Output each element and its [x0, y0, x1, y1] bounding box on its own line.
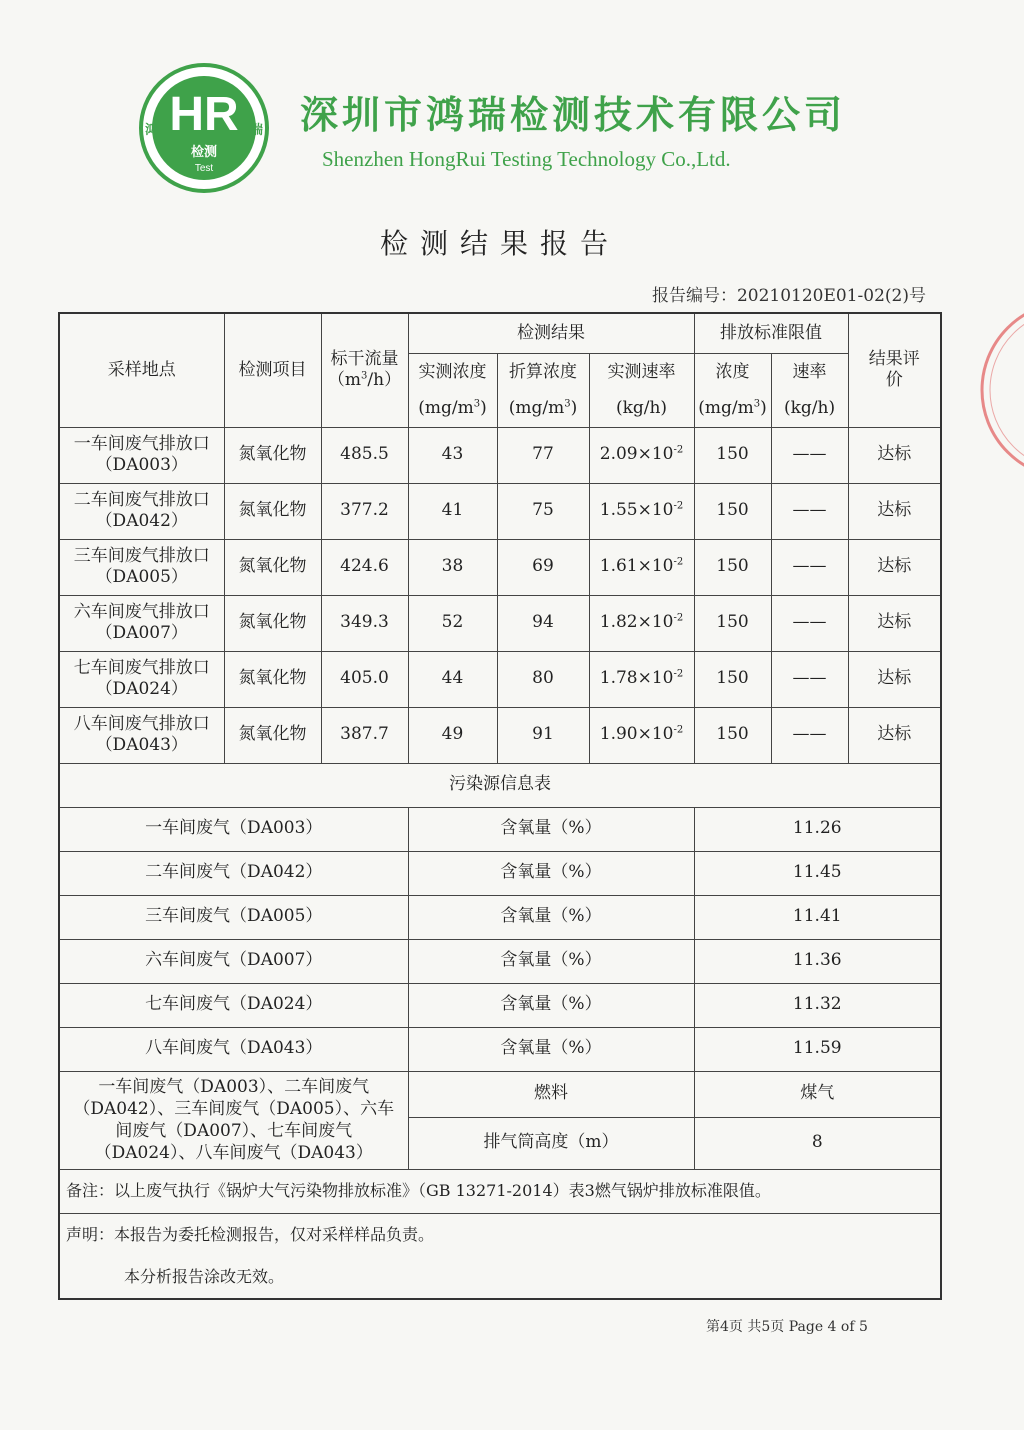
row-limit-conc: 150	[694, 707, 771, 763]
row-location: 八车间废气排放口 （DA043）	[59, 707, 224, 763]
report-number: 报告编号：20210120E01-02(2)号	[651, 286, 926, 306]
row-converted-conc: 77	[497, 427, 589, 483]
oxygen-source: 六车间废气（DA007）	[59, 939, 408, 983]
row-measured-rate: $1.82\times 10^{-2}$	[589, 595, 694, 651]
row-limit-conc: 150	[694, 539, 771, 595]
row-flow: 485.5	[321, 427, 408, 483]
row-flow: 387.7	[321, 707, 408, 763]
row-item: 氮氧化物	[224, 539, 321, 595]
unit-conc: $(mg/m^3)$	[694, 391, 771, 427]
unit-conc: $(mg/m^3)$	[497, 391, 589, 427]
unit-rate: (kg/h)	[589, 391, 694, 427]
row-eval: 达标	[848, 595, 941, 651]
statement: 声明：本报告为委托检测报告，仅对采样样品负责。 本分析报告涂改无效。	[59, 1213, 941, 1299]
oxygen-source: 八车间废气（DA043）	[59, 1027, 408, 1071]
row-measured-rate: $1.78\times 10^{-2}$	[589, 651, 694, 707]
row-limit-rate: ——	[771, 595, 848, 651]
unit-rate: (kg/h)	[771, 391, 848, 427]
row-measured-rate: $2.09\times 10^{-2}$	[589, 427, 694, 483]
header-converted-conc: 折算浓度	[497, 353, 589, 391]
stack-height-value: 8	[694, 1117, 941, 1169]
row-measured-conc: 41	[408, 483, 497, 539]
oxygen-value: 11.32	[694, 983, 941, 1027]
oxygen-param: 含氧量（%）	[408, 851, 694, 895]
row-item: 氮氧化物	[224, 595, 321, 651]
row-measured-rate: $1.90\times 10^{-2}$	[589, 707, 694, 763]
row-location: 三车间废气排放口 （DA005）	[59, 539, 224, 595]
stack-height-label: 排气筒高度（m）	[408, 1117, 694, 1169]
oxygen-row	[59, 939, 941, 983]
oxygen-value: 11.45	[694, 851, 941, 895]
logo-right-char: 瑞	[250, 123, 264, 138]
row-limit-rate: ——	[771, 539, 848, 595]
oxygen-value: 11.59	[694, 1027, 941, 1071]
row-limit-rate: ——	[771, 483, 848, 539]
oxygen-row	[59, 851, 941, 895]
oxygen-row	[59, 983, 941, 1027]
table-row	[59, 427, 941, 483]
company-logo	[138, 62, 270, 194]
oxygen-row	[59, 807, 941, 851]
row-converted-conc: 69	[497, 539, 589, 595]
table-row	[59, 707, 941, 763]
row-eval: 达标	[848, 707, 941, 763]
row-measured-conc: 44	[408, 651, 497, 707]
row-measured-conc: 43	[408, 427, 497, 483]
row-eval: 达标	[848, 427, 941, 483]
header-flow: 标干流量 $(m^3/h)$	[321, 313, 408, 427]
header-limits: 排放标准限值	[694, 313, 848, 353]
row-limit-rate: ——	[771, 707, 848, 763]
row-measured-rate: $1.55\times 10^{-2}$	[589, 483, 694, 539]
header-location: 采样地点	[59, 313, 224, 427]
row-measured-conc: 52	[408, 595, 497, 651]
row-converted-conc: 75	[497, 483, 589, 539]
logo-middle: 检测	[190, 145, 218, 160]
row-location: 七车间废气排放口 （DA024）	[59, 651, 224, 707]
header-measured-conc: 实测浓度	[408, 353, 497, 391]
fuel-value: 煤气	[694, 1071, 941, 1117]
row-limit-rate: ——	[771, 651, 848, 707]
oxygen-param: 含氧量（%）	[408, 983, 694, 1027]
unit-conc: $(mg/m^3)$	[408, 391, 497, 427]
oxygen-value: 11.36	[694, 939, 941, 983]
row-eval: 达标	[848, 539, 941, 595]
row-measured-conc: 49	[408, 707, 497, 763]
row-item: 氮氧化物	[224, 651, 321, 707]
page-number: 第4页 共5页 Page 4 of 5	[706, 1319, 868, 1335]
row-measured-rate: $1.61\times 10^{-2}$	[589, 539, 694, 595]
oxygen-param: 含氧量（%）	[408, 895, 694, 939]
row-location: 一车间废气排放口 （DA003）	[59, 427, 224, 483]
row-location: 二车间废气排放口 （DA042）	[59, 483, 224, 539]
row-converted-conc: 80	[497, 651, 589, 707]
logo-bottom: Test	[194, 163, 214, 174]
oxygen-value: 11.41	[694, 895, 941, 939]
results-table	[58, 312, 942, 1300]
row-limit-conc: 150	[694, 651, 771, 707]
oxygen-source: 一车间废气（DA003）	[59, 807, 408, 851]
table-row	[59, 595, 941, 651]
header-measured-rate: 实测速率	[589, 353, 694, 391]
row-item: 氮氧化物	[224, 483, 321, 539]
table-row	[59, 483, 941, 539]
header-limit-conc: 浓度	[694, 353, 771, 391]
row-eval: 达标	[848, 483, 941, 539]
row-location: 六车间废气排放口 （DA007）	[59, 595, 224, 651]
combined-sources: 一车间废气（DA003）、二车间废气（DA042）、三车间废气（DA005）、六车间废气（DA007）、七车间废气（DA024）、八车间废气（DA043）	[59, 1071, 408, 1169]
oxygen-source: 二车间废气（DA042）	[59, 851, 408, 895]
row-measured-conc: 38	[408, 539, 497, 595]
row-flow: 405.0	[321, 651, 408, 707]
header-limit-rate: 速率	[771, 353, 848, 391]
red-stamp-icon	[960, 300, 1024, 480]
company-name-cn: 深圳市鸿瑞检测技术有限公司	[300, 92, 847, 137]
oxygen-source: 三车间废气（DA005）	[59, 895, 408, 939]
remark: 备注：以上废气执行《锅炉大气污染物排放标准》（GB 13271-2014）表3燃气锅炉排放标准限值。	[59, 1169, 941, 1213]
oxygen-source: 七车间废气（DA024）	[59, 983, 408, 1027]
row-limit-conc: 150	[694, 595, 771, 651]
page-title: 检测结果报告	[379, 227, 620, 260]
table-row	[59, 539, 941, 595]
table-row	[59, 651, 941, 707]
logo-letters: HR	[169, 88, 239, 141]
oxygen-param: 含氧量（%）	[408, 939, 694, 983]
row-converted-conc: 91	[497, 707, 589, 763]
header-results: 检测结果	[408, 313, 694, 353]
row-limit-rate: ——	[771, 427, 848, 483]
row-flow: 424.6	[321, 539, 408, 595]
oxygen-param: 含氧量（%）	[408, 1027, 694, 1071]
header-item: 检测项目	[224, 313, 321, 427]
fuel-label: 燃料	[408, 1071, 694, 1117]
row-converted-conc: 94	[497, 595, 589, 651]
row-item: 氮氧化物	[224, 427, 321, 483]
row-limit-conc: 150	[694, 483, 771, 539]
row-eval: 达标	[848, 651, 941, 707]
row-flow: 349.3	[321, 595, 408, 651]
row-limit-conc: 150	[694, 427, 771, 483]
pollution-section-title: 污染源信息表	[59, 763, 941, 807]
logo-left-char: 鸿	[145, 123, 159, 138]
row-item: 氮氧化物	[224, 707, 321, 763]
oxygen-row	[59, 895, 941, 939]
row-flow: 377.2	[321, 483, 408, 539]
oxygen-param: 含氧量（%）	[408, 807, 694, 851]
oxygen-row	[59, 1027, 941, 1071]
header-eval: 结果评价	[848, 313, 941, 427]
oxygen-value: 11.26	[694, 807, 941, 851]
company-name-en: Shenzhen HongRui Testing Technology Co.,Ltd.	[322, 147, 731, 171]
